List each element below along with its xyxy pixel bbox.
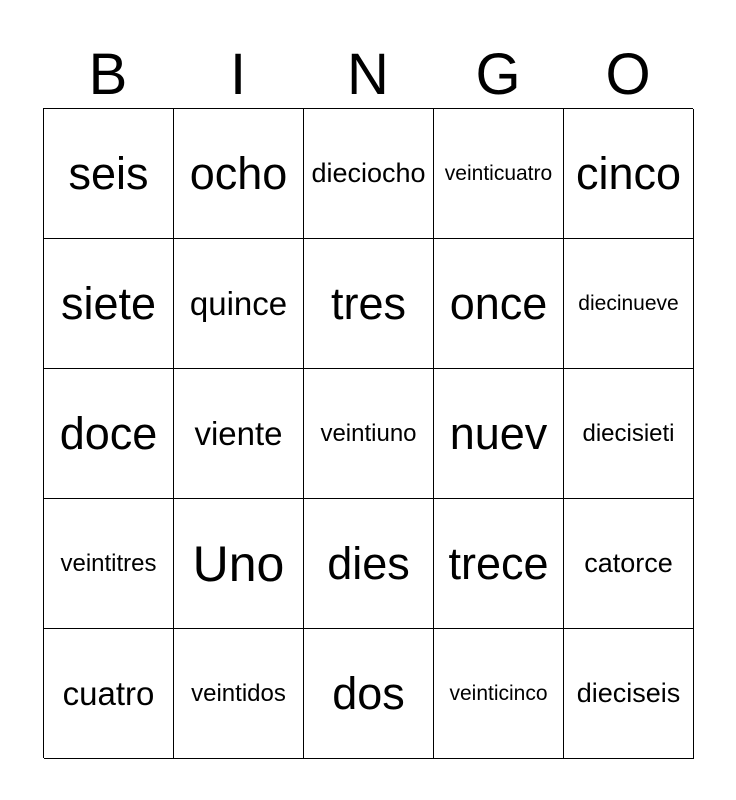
bingo-cell[interactable]: siete	[44, 239, 174, 369]
bingo-cell[interactable]: cuatro	[44, 629, 174, 759]
bingo-cell[interactable]: quince	[174, 239, 304, 369]
header-letter-i: I	[229, 42, 247, 107]
bingo-cell[interactable]: ocho	[174, 109, 304, 239]
bingo-cell[interactable]: diecisieti	[564, 369, 694, 499]
bingo-card-grid	[43, 108, 693, 758]
bingo-cell[interactable]: nuev	[434, 369, 564, 499]
bingo-cell[interactable]: veinticinco	[434, 629, 564, 759]
bingo-cell[interactable]: veinticuatro	[434, 109, 564, 239]
bingo-cell[interactable]: tres	[304, 239, 434, 369]
bingo-cell[interactable]: seis	[44, 109, 174, 239]
bingo-cell[interactable]: dies	[304, 499, 434, 629]
bingo-header	[43, 42, 693, 108]
header-letter-o: O	[605, 42, 651, 107]
bingo-cell[interactable]: dos	[304, 629, 434, 759]
bingo-cell[interactable]: trece	[434, 499, 564, 629]
bingo-cell[interactable]: cinco	[564, 109, 694, 239]
header-letter-b: B	[88, 42, 128, 107]
bingo-cell[interactable]: diecinueve	[564, 239, 694, 369]
bingo-cell[interactable]: doce	[44, 369, 174, 499]
bingo-cell[interactable]: dieciseis	[564, 629, 694, 759]
bingo-cell[interactable]: veintidos	[174, 629, 304, 759]
header-letter-g: G	[475, 42, 521, 107]
bingo-cell[interactable]: Uno	[174, 499, 304, 629]
header-letter-n: N	[347, 42, 389, 107]
bingo-cell[interactable]: veintitres	[44, 499, 174, 629]
bingo-cell[interactable]: catorce	[564, 499, 694, 629]
bingo-cell[interactable]: once	[434, 239, 564, 369]
bingo-cell[interactable]: veintiuno	[304, 369, 434, 499]
bingo-cell[interactable]: dieciocho	[304, 109, 434, 239]
bingo-cell[interactable]: viente	[174, 369, 304, 499]
